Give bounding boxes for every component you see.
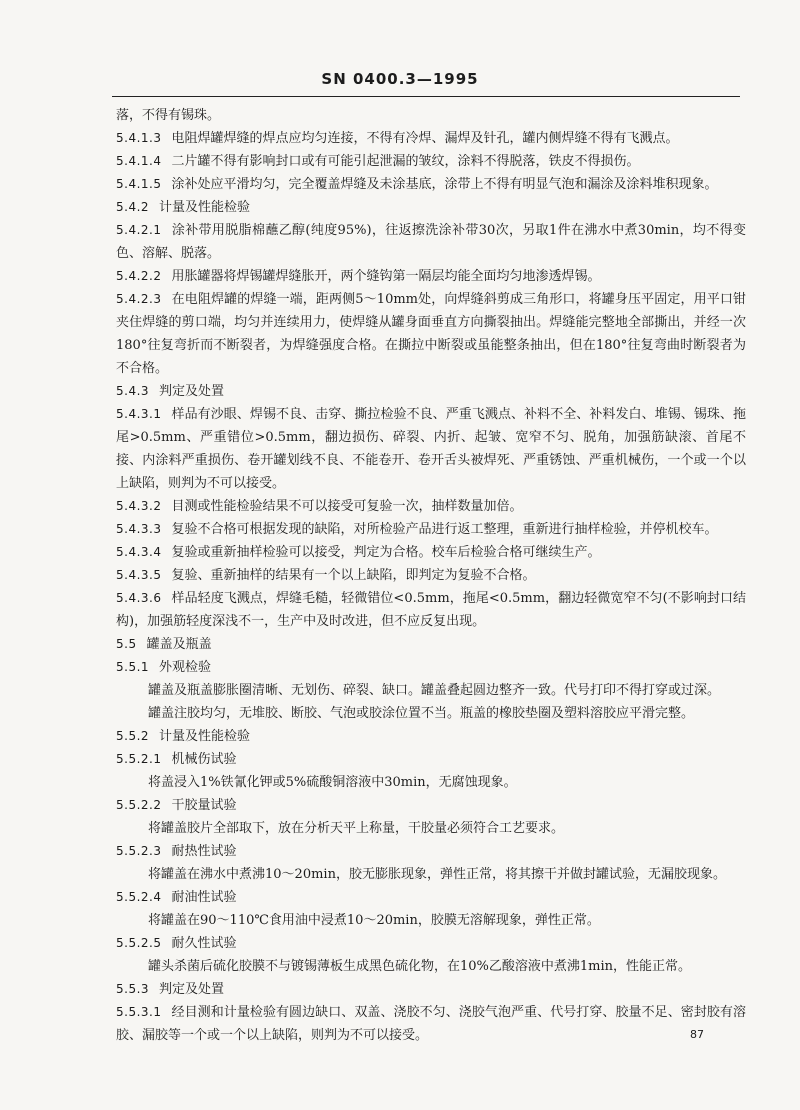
clause-5-5-2 xyxy=(116,725,746,748)
clause-text: 涂补带用脱脂棉蘸乙醇(纯度95%)，往返擦洗涂补带30次，另取1件在沸水中煮30min，均不得变色、溶解、脱落。 xyxy=(116,223,746,261)
paragraph-line xyxy=(116,817,746,840)
clause-5-4-2 xyxy=(116,196,746,219)
clause-number: 5.4.1.4 xyxy=(116,154,162,168)
clause-text: 机械伤试验 xyxy=(171,752,237,767)
clause-text: 用胀罐器将焊锡罐焊缝胀开，两个缝钩第一隔层均能全面均匀地渗透焊锡。 xyxy=(171,269,601,284)
document-body xyxy=(116,104,746,1047)
clause-number: 5.4.1.5 xyxy=(116,177,162,191)
clause-text: 耐油性试验 xyxy=(171,890,237,905)
clause-5-5-1 xyxy=(116,656,746,679)
clause-text: 电阻焊罐焊缝的焊点应均匀连接，不得有冷焊、漏焊及针孔，罐内侧焊缝不得有飞溅点。 xyxy=(171,131,679,146)
clause-5-4-1-5 xyxy=(116,173,746,196)
clause-number: 5.4.3.6 xyxy=(116,591,162,605)
clause-5-4-3-5 xyxy=(116,564,746,587)
clause-number: 5.4.2 xyxy=(116,200,150,214)
clause-text: 涂补处应平滑均匀，完全覆盖焊缝及未涂基底，涂带上不得有明显气泡和漏涂及涂料堆积现象。 xyxy=(171,177,718,192)
paragraph-line xyxy=(116,909,746,932)
clause-text: 目测或性能检验结果不可以接受可复验一次，抽样数量加倍。 xyxy=(171,499,523,514)
paragraph-line xyxy=(116,702,746,725)
clause-text: 罐盖注胶均匀，无堆胶、断胶、气泡或胶涂位置不当。瓶盖的橡胶垫圈及塑料溶胶应平滑完整。 xyxy=(148,706,695,721)
clause-5-4-2-1 xyxy=(116,219,746,265)
clause-5-4-2-2 xyxy=(116,265,746,288)
clause-text: 将罐盖在90～110℃食用油中浸煮10～20min，胶膜无溶解现象，弹性正常。 xyxy=(148,913,600,928)
clause-text: 干胶量试验 xyxy=(171,798,237,813)
clause-5-5-3-1 xyxy=(116,1001,746,1047)
standard-code-header: SN 0400.3—1995 xyxy=(321,70,479,88)
clause-5-4-3-6 xyxy=(116,587,746,633)
paragraph-line xyxy=(116,955,746,978)
paragraph-line xyxy=(116,863,746,886)
clause-text: 耐久性试验 xyxy=(171,936,237,951)
clause-number: 5.4.3 xyxy=(116,384,150,398)
clause-number: 5.5.2 xyxy=(116,729,150,743)
clause-5-4-3-4 xyxy=(116,541,746,564)
clause-text: 判定及处置 xyxy=(159,384,225,399)
paragraph-line xyxy=(116,771,746,794)
header-rule xyxy=(112,96,740,97)
clause-number: 5.5.3 xyxy=(116,982,150,996)
clause-5-5-2-4 xyxy=(116,886,746,909)
clause-number: 5.5.2.3 xyxy=(116,844,162,858)
clause-number: 5.4.2.1 xyxy=(116,223,162,237)
clause-number: 5.5.2.1 xyxy=(116,752,162,766)
paragraph-line xyxy=(116,104,746,127)
clause-text: 耐热性试验 xyxy=(171,844,237,859)
clause-text: 样品轻度飞溅点，焊缝毛糙，轻微错位<0.5mm，拖尾<0.5mm，翻边轻微宽窄不匀(不影响封口结构)，加强筋轻度深浅不一，生产中及时改进，但不应反复出现。 xyxy=(116,591,746,629)
clause-number: 5.5 xyxy=(116,637,137,651)
clause-5-4-3 xyxy=(116,380,746,403)
clause-5-5-2-1 xyxy=(116,748,746,771)
clause-text: 二片罐不得有影响封口或有可能引起泄漏的皱纹，涂料不得脱落，铁皮不得损伤。 xyxy=(171,154,640,169)
clause-5-5-2-5 xyxy=(116,932,746,955)
clause-text: 罐盖及瓶盖膨胀圈清晰、无划伤、碎裂、缺口。罐盖叠起圆边整齐一致。代号打印不得打穿或过深。 xyxy=(148,683,721,698)
clause-text: 计量及性能检验 xyxy=(159,729,251,744)
clause-text: 在电阻焊罐的焊缝一端，距两侧5～10mm处，向焊缝斜剪成三角形口，将罐身压平固定，用平口钳夹住焊缝的剪口端，均匀并连续用力，使焊缝从罐身面垂直方向撕裂抽出。焊缝能完整地全部撕出，并经一次180°往复弯折而不断裂者，为焊缝强度合格。在撕拉中断裂或虽能整条抽出，但在180°往复弯曲时断裂者为不合格。 xyxy=(116,292,746,376)
clause-text: 复验、重新抽样的结果有一个以上缺陷，即判定为复验不合格。 xyxy=(171,568,536,583)
clause-text: 将罐盖胶片全部取下，放在分析天平上称量，干胶量必须符合工艺要求。 xyxy=(148,821,565,836)
clause-5-5 xyxy=(116,633,746,656)
clause-text: 经目测和计量检验有圆边缺口、双盖、浇胶不匀、浇胶气泡严重、代号打穿、胶量不足、密封胶有溶胶、漏胶等一个或一个以上缺陷，则判为不可以接受。 xyxy=(116,1005,746,1043)
clause-text: 罐盖及瓶盖 xyxy=(146,637,212,652)
clause-number: 5.5.1 xyxy=(116,660,150,674)
clause-text: 判定及处置 xyxy=(159,982,225,997)
clause-text: 计量及性能检验 xyxy=(159,200,251,215)
clause-5-4-3-1 xyxy=(116,403,746,495)
clause-number: 5.5.2.5 xyxy=(116,936,162,950)
clause-number: 5.4.1.3 xyxy=(116,131,162,145)
clause-number: 5.5.3.1 xyxy=(116,1005,162,1019)
clause-5-5-2-2 xyxy=(116,794,746,817)
clause-number: 5.5.2.4 xyxy=(116,890,162,904)
clause-number: 5.4.2.3 xyxy=(116,292,162,306)
clause-text: 样品有沙眼、焊锡不良、击穿、撕拉检验不良、严重飞溅点、补料不全、补料发白、堆锡、锡珠、拖尾>0.5mm、严重错位>0.5mm，翻边损伤、碎裂、内折、起皱、宽窄不匀、脱角，加强筋缺滚、首尾不接、内涂料严重损伤、卷开罐划线不良、不能卷开、卷开舌头被焊死、严重锈蚀、严重机械伤，一个或一个以上缺陷，则判为不可以接受。 xyxy=(116,407,746,491)
clause-number: 5.4.3.3 xyxy=(116,522,162,536)
clause-5-4-3-2 xyxy=(116,495,746,518)
clause-text: 复验或重新抽样检验可以接受，判定为合格。校车后检验合格可继续生产。 xyxy=(171,545,601,560)
clause-number: 5.4.3.1 xyxy=(116,407,162,421)
clause-5-4-2-3 xyxy=(116,288,746,380)
clause-text: 将罐盖在沸水中煮沸10～20min，胶无膨胀现象，弹性正常，将其擦干并做封罐试验，无漏胶现象。 xyxy=(148,867,726,882)
clause-number: 5.5.2.2 xyxy=(116,798,162,812)
clause-number: 5.4.2.2 xyxy=(116,269,162,283)
paragraph-line xyxy=(116,679,746,702)
page-number: 87 xyxy=(690,1028,704,1041)
clause-text: 罐头杀菌后硫化胶膜不与镀锡薄板生成黑色硫化物，在10%乙酸溶液中煮沸1min，性能正常。 xyxy=(148,959,692,974)
clause-5-4-1-3 xyxy=(116,127,746,150)
clause-5-5-3 xyxy=(116,978,746,1001)
clause-5-4-3-3 xyxy=(116,518,746,541)
clause-text: 外观检验 xyxy=(159,660,212,675)
clause-number: 5.4.3.2 xyxy=(116,499,162,513)
clause-text: 复验不合格可根据发现的缺陷，对所检验产品进行返工整理，重新进行抽样检验，并停机校车。 xyxy=(171,522,718,537)
clause-number: 5.4.3.5 xyxy=(116,568,162,582)
clause-5-5-2-3 xyxy=(116,840,746,863)
clause-text: 将盖浸入1%铁氰化钾或5%硫酸铜溶液中30min，无腐蚀现象。 xyxy=(148,775,517,790)
clause-5-4-1-4 xyxy=(116,150,746,173)
clause-text: 落，不得有锡珠。 xyxy=(116,108,221,123)
clause-number: 5.4.3.4 xyxy=(116,545,162,559)
